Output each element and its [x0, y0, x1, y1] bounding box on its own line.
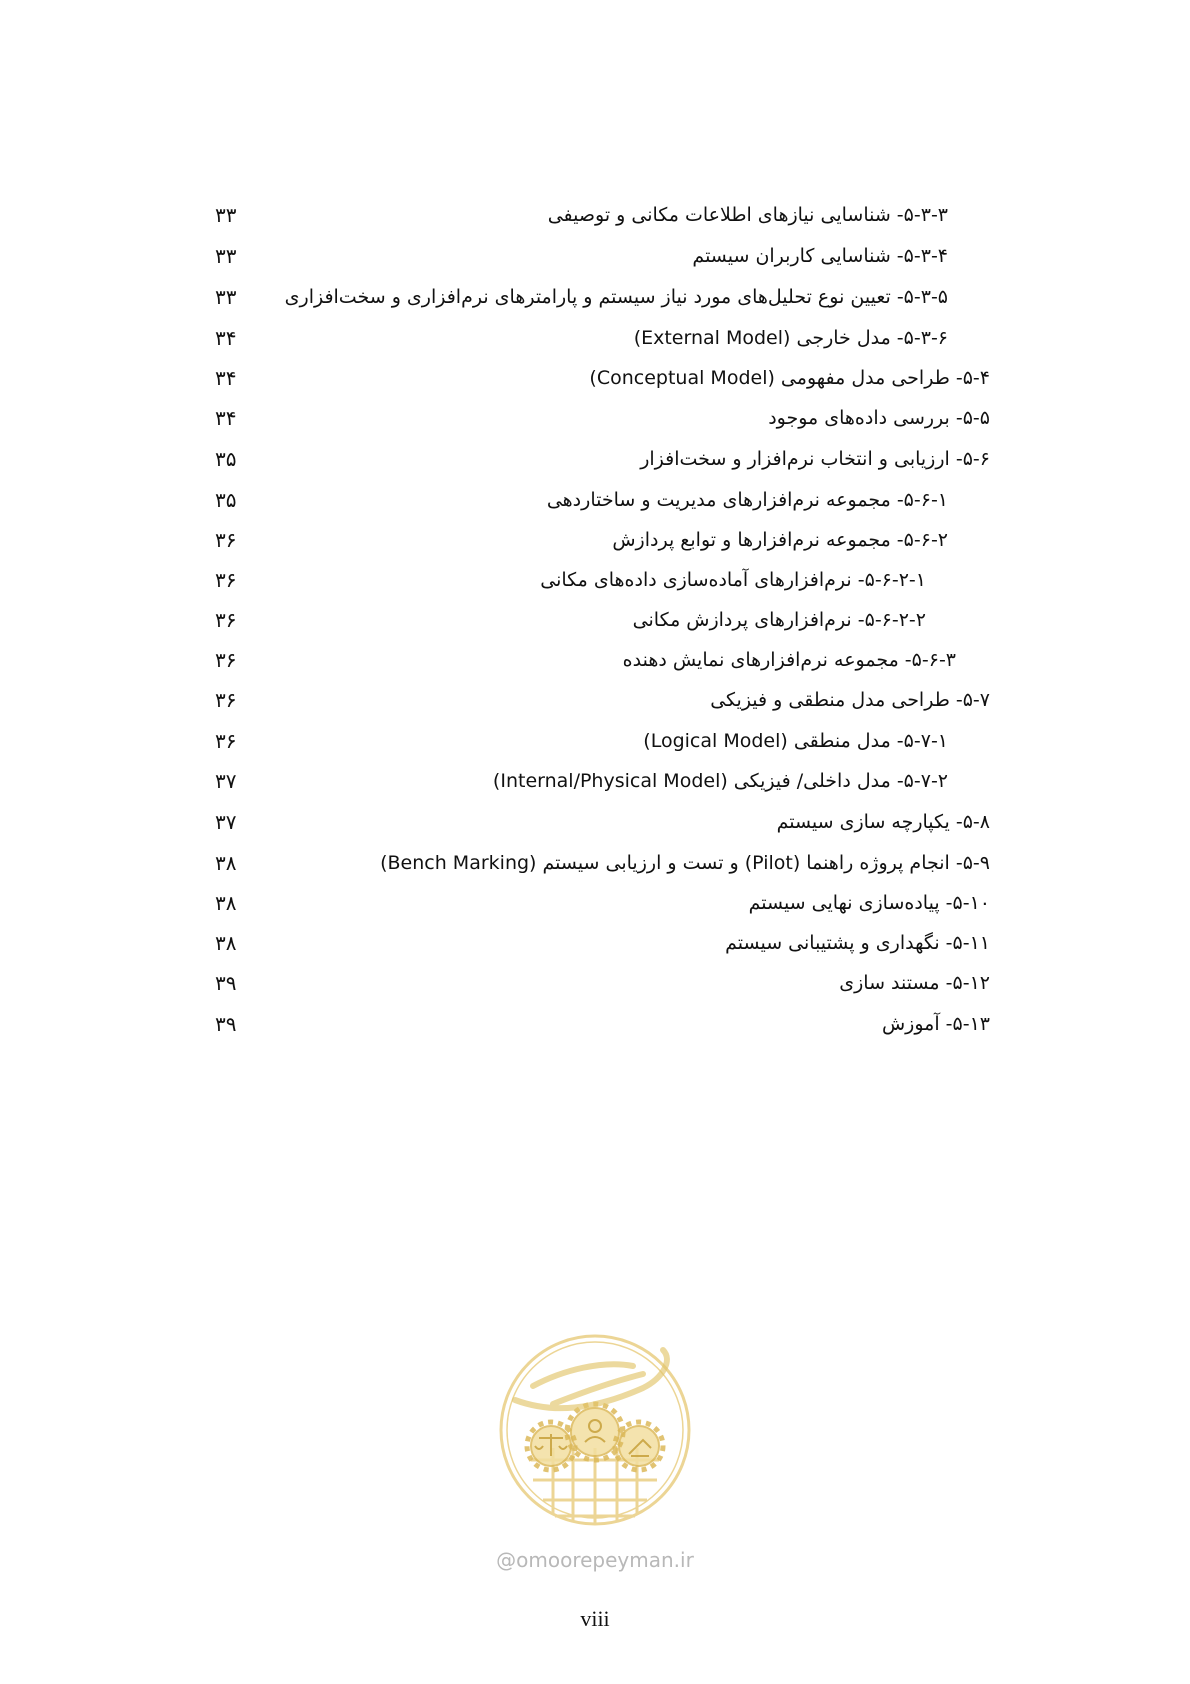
toc-entry-page: ۳۵: [215, 488, 237, 512]
toc-entry-page: ۳۶: [215, 528, 237, 552]
toc-entry-page: ۳۷: [215, 810, 237, 834]
gears-scales-logo-icon: [493, 1330, 697, 1530]
toc-entry[interactable]: [200, 723, 990, 759]
toc-entry-page: ۳۶: [215, 568, 237, 592]
toc-entry-title: ۵-۳-۶- مدل خارجی (External Model): [633, 327, 948, 349]
toc-entry-title: ۵-۷-۲- مدل داخلی/ فیزیکی (Internal/Physical Model): [492, 770, 948, 792]
toc-entry-title: ۵-۶-۱- مجموعه نرم‌افزارهای مدیریت و ساختاردهی: [546, 489, 948, 511]
toc-entry[interactable]: [200, 400, 990, 436]
toc-entry-page: ۳۳: [215, 203, 237, 227]
toc-entry[interactable]: [200, 522, 990, 558]
toc-entry[interactable]: [200, 197, 990, 233]
toc-entry-page: ۳۳: [215, 285, 237, 309]
toc-entry[interactable]: [200, 845, 990, 881]
toc-entry[interactable]: [200, 562, 990, 598]
toc-entry[interactable]: [200, 320, 990, 356]
toc-entry-title: ۵-۶-۲- مجموعه نرم‌افزارها و توابع پردازش: [612, 529, 948, 551]
toc-entry-page: ۳۷: [215, 769, 237, 793]
toc-entry-page: ۳۶: [215, 688, 237, 712]
toc-entry[interactable]: [200, 482, 990, 518]
toc-entry[interactable]: [200, 642, 990, 678]
toc-entry-page: ۳۴: [215, 326, 237, 350]
toc-entry[interactable]: [200, 1006, 990, 1042]
toc-entry[interactable]: [200, 682, 990, 718]
toc-entry[interactable]: [200, 279, 990, 315]
toc-entry-page: ۳۶: [215, 648, 237, 672]
toc-entry[interactable]: [200, 763, 990, 799]
watermark-url: @omoorepeyman.ir: [496, 1548, 694, 1572]
toc-entry[interactable]: [200, 925, 990, 961]
toc-entry-title: ۵-۵- بررسی داده‌های موجود: [768, 407, 990, 429]
toc-entry-title: ۵-۶-۲-۲- نرم‌افزارهای پردازش مکانی: [632, 609, 926, 631]
toc-entry[interactable]: [200, 885, 990, 921]
toc-entry-title: ۵-۱۲- مستند سازی: [839, 972, 990, 994]
toc-entry-page: ۳۵: [215, 447, 237, 471]
toc-entry[interactable]: [200, 441, 990, 477]
toc-entry-title: ۵-۱۳- آموزش: [881, 1013, 990, 1035]
toc-entry-title: ۵-۱۰- پیاده‌سازی نهایی سیستم: [748, 892, 990, 914]
toc-entry-title: ۵-۸- یکپارچه سازی سیستم: [776, 811, 990, 833]
toc-entry-title: ۵-۶-۲-۱- نرم‌افزارهای آماده‌سازی داده‌های مکانی: [540, 569, 926, 591]
toc-entry-title: ۵-۹- انجام پروژه راهنما (Pilot) و تست و ارزیابی سیستم (Bench Marking): [380, 852, 990, 874]
toc-entry-page: ۳۴: [215, 406, 237, 430]
toc-entry-title: ۵-۴- طراحی مدل مفهومی (Conceptual Model): [589, 367, 990, 389]
toc-entry-title: ۵-۶-۳- مجموعه نرم‌افزارهای نمایش دهنده: [622, 649, 956, 671]
toc-entry[interactable]: [200, 965, 990, 1001]
page-number: viii: [580, 1606, 610, 1631]
toc-entry-title: ۵-۱۱- نگهداری و پشتیبانی سیستم: [725, 932, 990, 954]
toc-entry-page: ۳۹: [215, 971, 237, 995]
toc-entry-page: ۳۳: [215, 244, 237, 268]
toc-entry-page: ۳۸: [215, 891, 237, 915]
toc-entry-page: ۳۸: [215, 931, 237, 955]
toc-entry-title: ۵-۳-۴- شناسایی کاربران سیستم: [692, 245, 948, 267]
toc-entry-page: ۳۸: [215, 851, 237, 875]
toc-entry[interactable]: [200, 804, 990, 840]
toc-entry-page: ۳۶: [215, 729, 237, 753]
toc-entry-title: ۵-۷- طراحی مدل منطقی و فیزیکی: [710, 689, 990, 711]
toc-entry-page: ۳۶: [215, 608, 237, 632]
toc-entry-page: ۳۹: [215, 1012, 237, 1036]
toc-entry-title: ۵-۶- ارزیابی و انتخاب نرم‌افزار و سخت‌افزار: [640, 448, 990, 470]
toc-entry-page: ۳۴: [215, 366, 237, 390]
toc-entry[interactable]: [200, 238, 990, 274]
toc-entry-title: ۵-۷-۱- مدل منطقی (Logical Model): [643, 730, 948, 752]
publisher-logo-watermark: [493, 1330, 697, 1530]
toc-entry-title: ۵-۳-۳- شناسایی نیازهای اطلاعات مکانی و توصیفی: [547, 204, 948, 226]
toc-entry[interactable]: [200, 602, 990, 638]
toc-entry[interactable]: [200, 360, 990, 396]
toc-entry-title: ۵-۳-۵- تعیین نوع تحلیل‌های مورد نیاز سیستم و پارامترهای نرم‌افزاری و سخت‌افزاری: [284, 286, 948, 308]
